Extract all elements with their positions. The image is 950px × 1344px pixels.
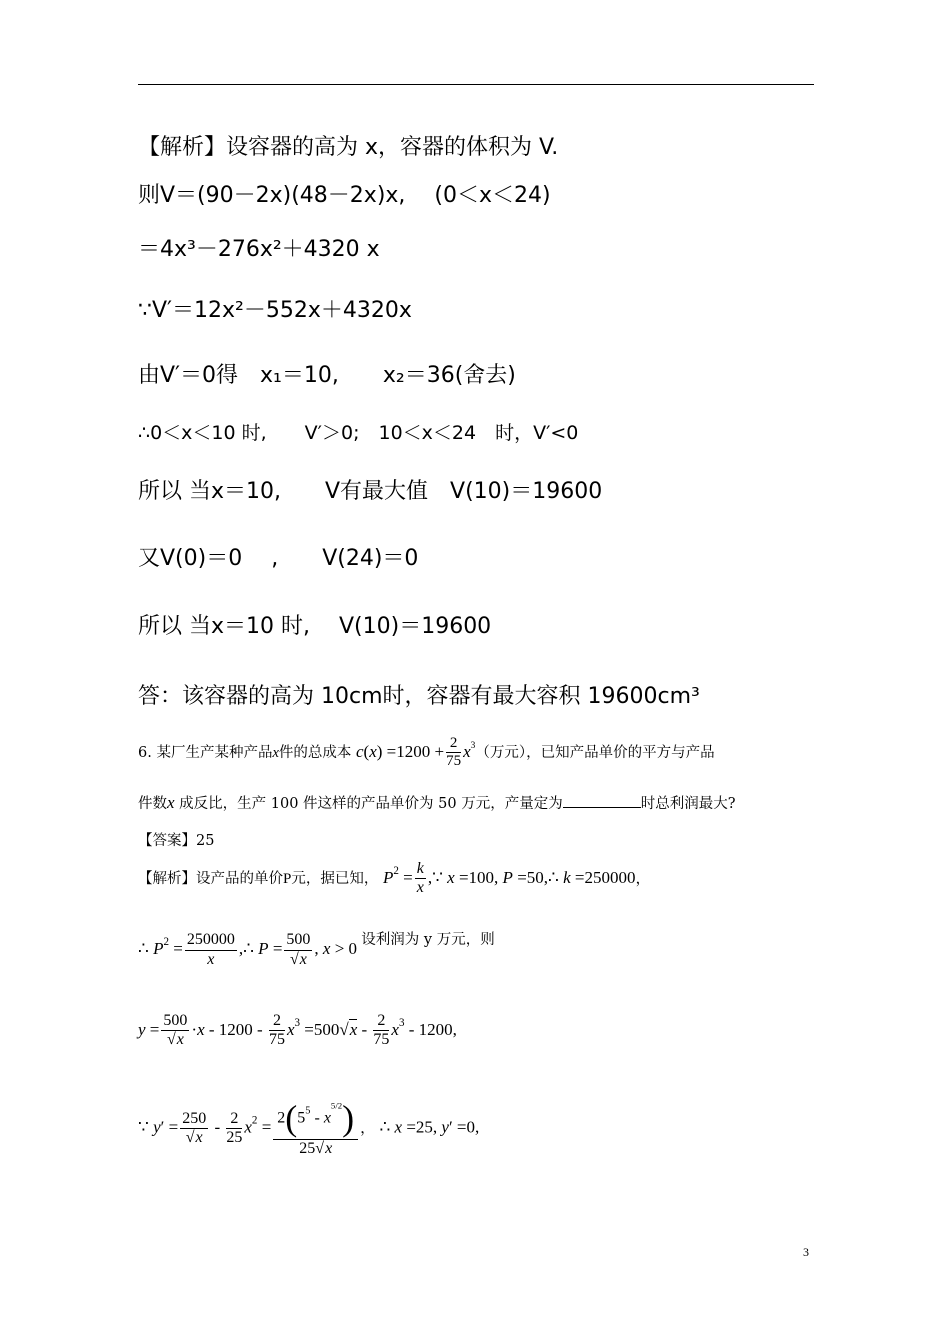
header-rule: [138, 84, 814, 85]
solution-line-4: ∵ y′ = $\frac{250}{√x}$ - $\frac{2}{25}$ $x^2$ = $\frac{2(5^5 - x^{5/2})}{25√x}$ ， ∴ x =25, y′ =0,: [138, 1098, 480, 1158]
analysis-line-10: 答：该容器的高为 10cm时，容器有最大容积 19600cm³: [138, 684, 700, 709]
analysis-line-7: 所以 当x＝10, V有最大值 V(10)＝19600: [138, 479, 603, 504]
analysis-line-5: 由V′＝0得 x₁＝10, x₂＝36(舍去): [138, 363, 516, 388]
analysis-line-4: ∵V′＝12x²－552x＋4320x: [138, 298, 412, 323]
solution-line-1: 【解析】设产品的单价P元，据已知， $P^2$ = $\frac{k}{x}$ ,∵ x =100, P =50,∴ k =250000，: [138, 860, 651, 897]
analysis-line-9: 所以 当x＝10 时, V(10)＝19600: [138, 614, 492, 639]
question-6-line-1: 6. 某厂生产某种产品x件的总成本 c(x) =1200 + $\frac{2}{75}$ $x^3$（万元），已知产品单价的平方与产品: [138, 735, 715, 770]
answer-blank: [563, 793, 641, 808]
solution-line-3: y = $\frac{500}{√x}$ ·x - 1200 - $\frac{2}{75}$ $x^3 =500√x$ - $\frac{2}{75}$ $x^3 - 1200$,: [138, 1012, 457, 1049]
solution-line-2: ∴ $P^2$ = $\frac{250000}{x}$ ,∴ P = $\frac{500}{√x}$ , x > 0 设利润为 y 万元，则: [138, 931, 495, 968]
answer-line: 【答案】25: [138, 833, 215, 849]
analysis-line-2: 则V＝(90－2x)(48－2x)x, (0＜x＜24): [138, 183, 551, 208]
analysis-line-3: ＝4x³－276x²＋4320 x: [138, 237, 380, 262]
analysis-line-8: 又V(0)＝0 , V(24)＝0: [138, 546, 419, 571]
page-number: 3: [803, 1245, 809, 1259]
analysis-line-1: 【解析】设容器的高为 x，容器的体积为 V.: [138, 135, 559, 160]
analysis-line-6: ∴0＜x＜10 时, V′＞0; 10＜x＜24 时，V′<0: [138, 422, 579, 444]
question-6-line-2: 件数x 成反比，生产 100 件这样的产品单价为 50 万元，产量定为 时总利润最大?: [138, 793, 736, 812]
